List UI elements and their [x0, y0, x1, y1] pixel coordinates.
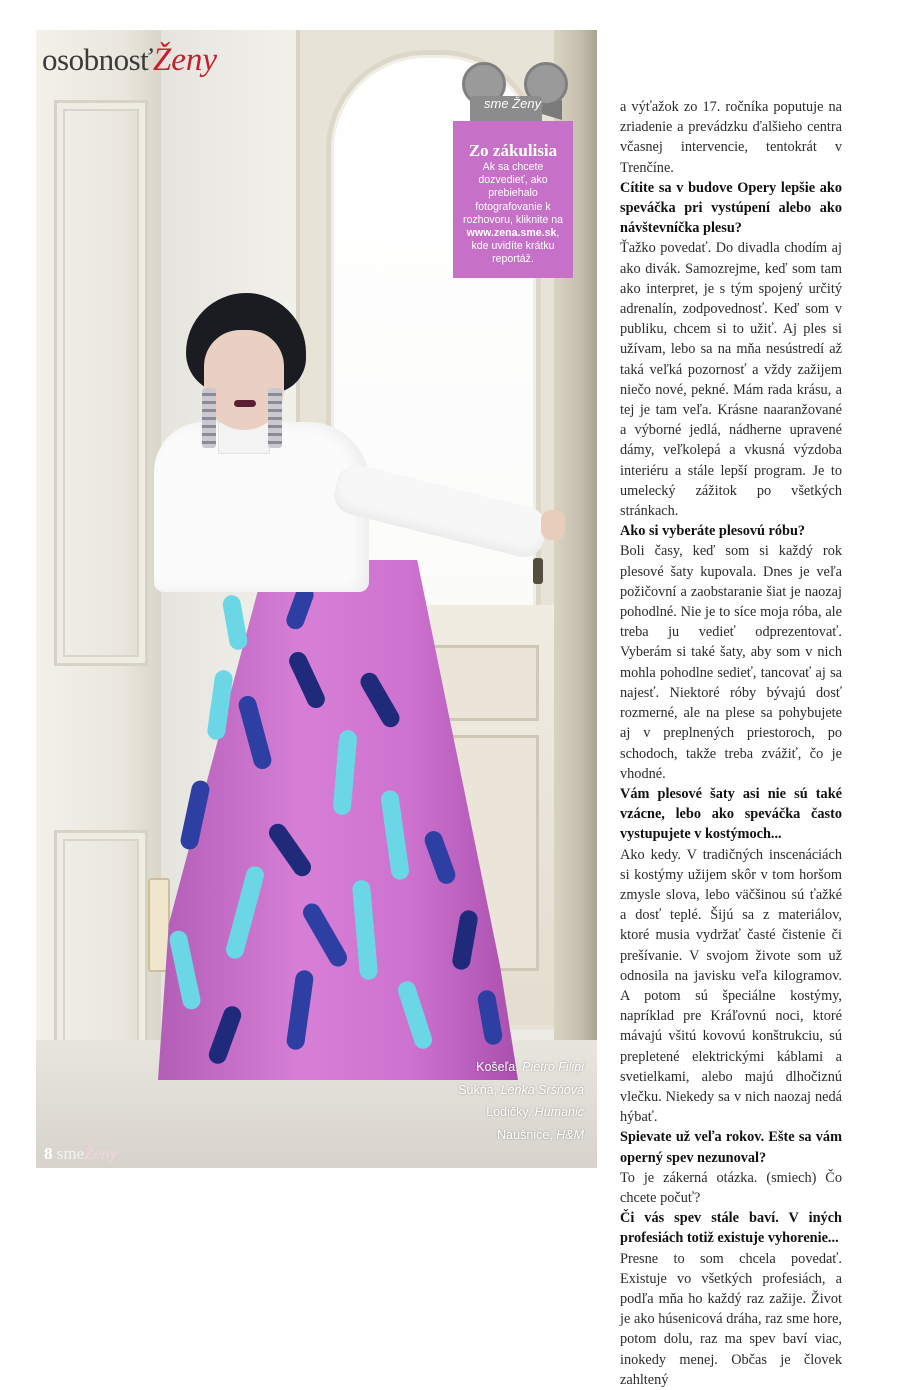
- credit-line: Košeľa, Pietro Filipi: [476, 1060, 584, 1074]
- section-prefix: osobnosť: [42, 42, 153, 77]
- credit-line: Lodičky, Humanic: [486, 1105, 584, 1119]
- footer-brand-b: Ženy: [84, 1144, 118, 1163]
- white-door: [36, 30, 161, 1168]
- interview-question: Vám plesové šaty asi nie sú také vzácne, lebo ako speváčka často vystupujete v kostýmoch...: [620, 785, 842, 843]
- paragraph: Ťažko povedať. Do divadla chodím aj ako divák. Samozrejme, keď som tam ako interpret, je s tým spojený určitý adrenalín, zodpovednosť. Keď som v publiku, chcem si to užiť. Aj ples si užívam, lebo sa na mňa nesústredí až taká veľká pozornosť a vždy zažijem niečo nové, pekné. Mám rada krásu, a tej je tam veľa. Krásne naaranžované a výborné jedlá, nádherne upravené dámy, veľkolepá a vkusná výzdoba interiéru a stále lepší program. Je to umelecký zážitok po všetkých stránkach.: [620, 240, 842, 520]
- paragraph: Boli časy, keď som si každý rok plesové šaty kupovala. Dnes je veľa požičovní a zaobstaranie šiat je naozaj pohodlné. Nie je to síce moja róba, ale treba ju vedieť odprezentovať. Vyberám si také šaty, aby som v nich mohla pohodlne sedieť, tancovať aj sa najesť. Niektoré róby bývajú dosť rozmerné, ale na plese sa pohybujete aj v preplnených priestoroch, po schodoch, takže treba zvážiť, čo je vhodné.: [620, 543, 842, 782]
- section-brand: Ženy: [152, 42, 218, 78]
- film-projector-icon: [458, 62, 568, 122]
- earring-left: [202, 388, 216, 448]
- earring-right: [268, 388, 282, 448]
- paragraph: a výťažok zo 17. ročníka poputuje na zriadenie a prevádzku ďalšieho centra včasnej intervencie, tentokrát v Trenčíne.: [620, 99, 842, 176]
- box-text: Ak sa chcete dozvedieť, ako prebiehalo fotografovanie k rozhovoru, kliknite na www.zena.sme.sk, kde uvidíte krátku reportáž.: [462, 161, 564, 266]
- keyhole: [533, 558, 543, 584]
- website-link[interactable]: www.zena.sme.sk: [466, 227, 557, 240]
- article-column: [620, 97, 842, 1390]
- interview-question: Cítite sa v budove Opery lepšie ako speváčka pri vystúpení alebo ako návštevníčka plesu?: [620, 179, 842, 237]
- interview-question: Či vás spev stále baví. V iných profesiách totiž existuje vyhorenie...: [620, 1210, 842, 1247]
- projector-logo: sme Ženy: [484, 96, 542, 111]
- credit-line: Náušnice, H&M: [497, 1127, 584, 1142]
- page-footer: [44, 1144, 117, 1164]
- photo-credits: [458, 1056, 584, 1146]
- paragraph: Presne to som chcela povedať. Existuje vo všetkých profesiách, a podľa mňa ho každý raz zažije. Život je ako húsenicová dráha, raz sme hore, potom dolu, raz ma spev baví viac, inokedy menej. Občas je človek zahltený: [620, 1250, 842, 1388]
- page-number: 8: [44, 1144, 53, 1163]
- interview-question: Ako si vyberáte plesovú róbu?: [620, 523, 806, 540]
- lips: [234, 400, 256, 407]
- footer-brand-a: sme: [56, 1144, 85, 1163]
- box-title: Zo zákulisia: [468, 141, 558, 160]
- credit-line: Sukňa, Lenka Sršňová: [458, 1082, 584, 1097]
- section-header: [42, 42, 217, 79]
- paragraph: To je zákerná otázka. (smiech) Čo chcete počuť?: [620, 1169, 842, 1206]
- hand: [541, 510, 565, 540]
- behind-the-scenes-box: [453, 121, 573, 278]
- paragraph: Ako kedy. V tradičných inscenáciách si kostýmy užijem skôr v tom horšom zmysle slova, lebo väčšinou sú ťažké a dosť teplé. Šijú sa z materiálov, ktoré musia vydržať časté čistenie či prešívanie. V svojom živote som už odnosila na javisku veľa kilogramov. A potom sú špeciálne kostýmy, napríklad pre Kráľovnú noci, ktoré mávajú všitú kovovú konštrukciu, sú prepletené elektrickými káblami a svetielkami, alebo majú dlhočiznú vlečku. Niekedy sa v nich naozaj nedá hýbať.: [620, 846, 842, 1126]
- interview-question: Spievate už veľa rokov. Ešte sa vám operný spev nezunoval?: [620, 1129, 842, 1166]
